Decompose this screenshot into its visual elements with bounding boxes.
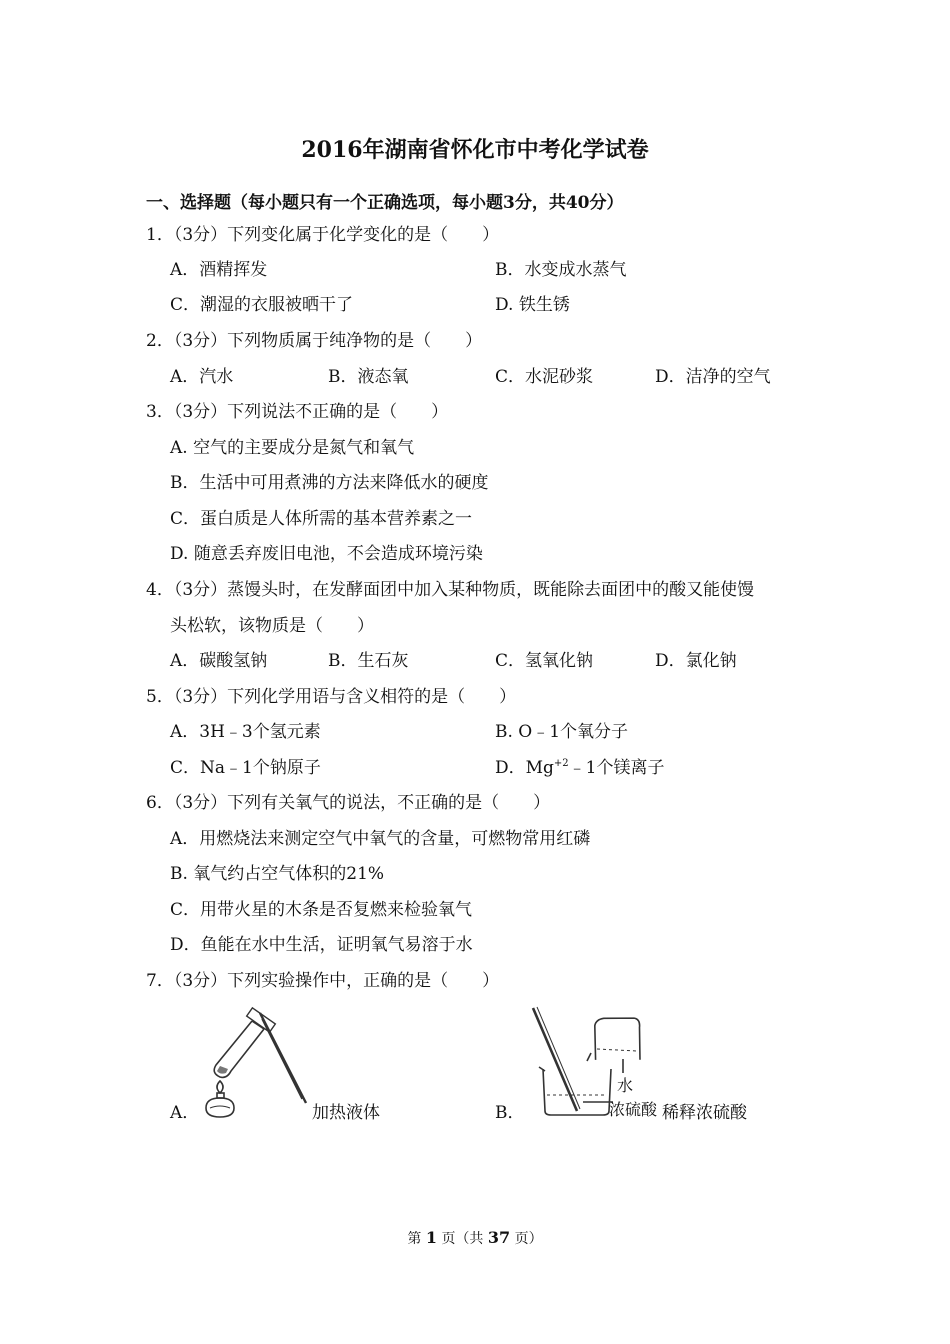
question-5-option-d-prefix: D．Mg: [495, 758, 554, 778]
question-7-option-b-label: B．: [495, 1103, 525, 1123]
footer-page-number: 1: [425, 1228, 437, 1247]
question-4-stem-line-2: 头松软，该物质是（ ）: [170, 616, 374, 636]
question-4-option-d: D．氯化钠: [655, 651, 737, 671]
question-6-option-c: C．用带火星的木条是否复燃来检验氧气: [170, 900, 473, 920]
question-6-option-a: A．用燃烧法来测定空气中氧气的含量，可燃物常用红磷: [170, 829, 591, 849]
question-4-option-a: A．碳酸氢钠: [170, 651, 268, 671]
question-5-option-a: A．3H﹣3个氢元素: [170, 722, 321, 742]
question-1-option-a: A．酒精挥发: [170, 260, 268, 280]
footer-prefix: 第: [407, 1231, 422, 1247]
question-5-option-d: [495, 756, 665, 780]
page-footer: [0, 1228, 950, 1248]
question-7-option-a-caption: 加热液体: [312, 1103, 380, 1123]
question-2-option-d: D．洁净的空气: [655, 367, 771, 387]
question-7-option-a-label: A．: [170, 1103, 200, 1123]
footer-middle: 页（共: [441, 1231, 484, 1247]
question-1-option-d: D. 铁生锈: [495, 295, 570, 315]
footer-suffix: 页）: [514, 1231, 543, 1247]
question-3-option-d: D. 随意丢弃废旧电池，不会造成环境污染: [170, 544, 483, 564]
question-4-stem-line-1: 4．（3分）蒸馒头时，在发酵面团中加入某种物质，既能除去面团中的酸又能使馒: [146, 580, 755, 600]
question-2-option-c: C．水泥砂浆: [495, 367, 594, 387]
question-6-option-d: D．鱼能在水中生活，证明氧气易溶于水: [170, 935, 473, 955]
page-title: 2016年湖南省怀化市中考化学试卷: [301, 137, 649, 163]
question-4-option-b: B．生石灰: [328, 651, 409, 671]
section-heading: 一、选择题（每小题只有一个正确选项，每小题3分，共40分）: [146, 193, 624, 213]
concentrated-acid-label: 浓硫酸: [609, 1100, 658, 1119]
footer-total-pages: 37: [487, 1228, 511, 1247]
question-6-option-b: B. 氧气约占空气体积的21%: [170, 864, 385, 884]
question-1-stem: 1．（3分）下列变化属于化学变化的是（ ）: [146, 225, 500, 245]
question-3-option-a: A. 空气的主要成分是氮气和氧气: [170, 438, 415, 458]
question-3-option-b: B．生活中可用煮沸的方法来降低水的硬度: [170, 473, 489, 493]
question-2-option-a: A．汽水: [170, 367, 234, 387]
question-3-option-c: C．蛋白质是人体所需的基本营养素之一: [170, 509, 473, 529]
question-3-stem: 3．（3分）下列说法不正确的是（ ）: [146, 402, 449, 422]
dilute-acid-figure: [525, 1005, 665, 1120]
question-7-option-b-caption: 稀释浓硫酸: [662, 1103, 747, 1123]
question-1-option-b: B．水变成水蒸气: [495, 260, 627, 280]
question-5-option-b: B. O﹣1个氧分子: [495, 722, 629, 742]
question-5-stem: 5．（3分）下列化学用语与含义相符的是（ ）: [146, 687, 517, 707]
question-4-option-c: C．氢氧化钠: [495, 651, 594, 671]
question-6-stem: 6．（3分）下列有关氧气的说法，不正确的是（ ）: [146, 793, 551, 813]
water-label: 水: [617, 1076, 634, 1095]
question-2-stem: 2．（3分）下列物质属于纯净物的是（ ）: [146, 331, 483, 351]
question-2-option-b: B．液态氧: [328, 367, 409, 387]
question-7-stem: 7．（3分）下列实验操作中，正确的是（ ）: [146, 971, 500, 991]
question-1-option-c: C．潮湿的衣服被晒干了: [170, 295, 354, 315]
question-5-option-d-suffix: ﹣1个镁离子: [568, 758, 665, 778]
question-5-option-c: C．Na﹣1个钠原子: [170, 758, 321, 778]
heating-liquid-figure: [200, 1005, 315, 1120]
question-5-option-d-charge: +2: [553, 758, 569, 769]
